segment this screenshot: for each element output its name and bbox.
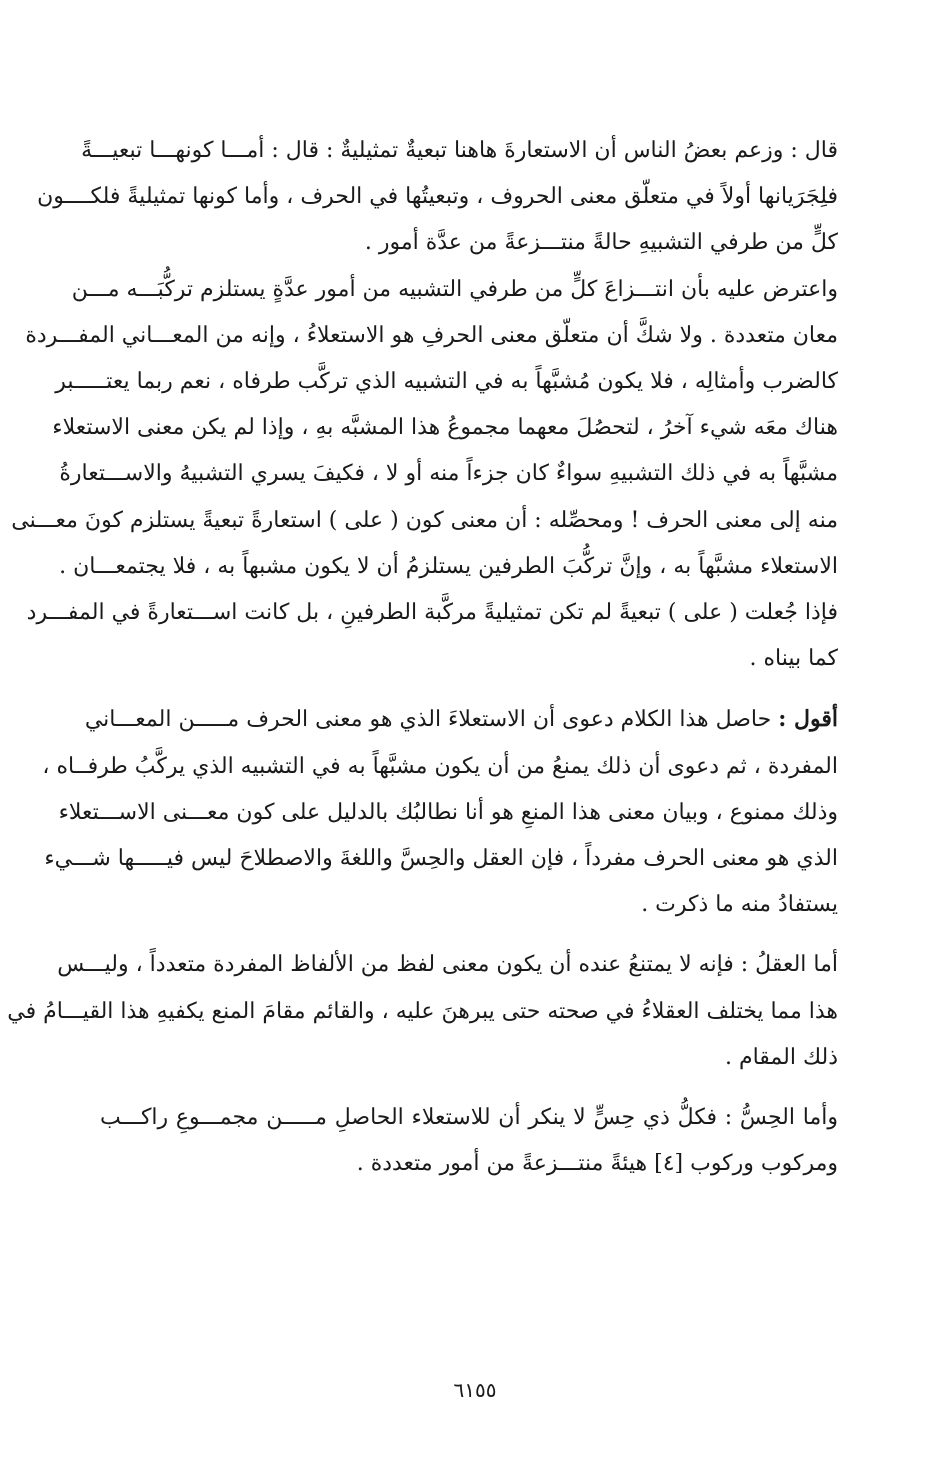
paragraph-label: أقول :: [778, 706, 838, 733]
text-line: منه إلى معنى الحرف ! ومحصِّله : أن معنى كون ( على ) استعارةً تبعيةً يستلزم كونَ معـــنى: [11, 507, 838, 533]
main-text-block: [7, 128, 868, 1187]
text-line: مشبَّهاً به في ذلك التشبيهِ سواءٌ كان جزءاً منه أو لا ، فكيفَ يسري التشبيهُ والاســـتعارةُ: [59, 461, 838, 487]
text-line: فلِجَرَيانها أولاً في متعلّق معنى الحروف ، وتبعيتُها في الحرف ، وأما كونها تمثيليةً فلكــــون: [37, 184, 838, 210]
text-line: وذلك ممنوع ، وبيان معنى هذا المنعِ هو أنا نطالبُك بالدليل على كون معـــنى الاســـتعلاء: [58, 799, 838, 825]
text-line: المفردة ، ثم دعوى أن ذلك يمنعُ من أن يكون مشبَّهاً به في التشبيه الذي يركَّبُ طرفــاه ،: [42, 753, 838, 779]
text-line: كالضرب وأمثالِه ، فلا يكون مُشبَّهاً به في التشبيه الذي تركَّب طرفاه ، نعم ربما يعتـــــبر: [55, 369, 838, 395]
text-line-rest: حاصل هذا الكلام دعوى أن الاستعلاءَ الذي هو معنى الحرف مـــــن المعـــاني: [84, 707, 779, 733]
text-line-with-label: [84, 696, 868, 743]
text-line: قال : وزعم بعضُ الناس أن الاستعارةَ هاهنا تبعيةٌ تمثيليةٌ : قال : أمـــا كونهـــا تبعيـــةً: [81, 138, 838, 163]
text-line: الذي هو معنى الحرف مفرداً ، فإن العقل والحِسَّ واللغةَ والاصطلاحَ ليس فيـــــها شـــيء: [44, 846, 838, 872]
paragraph-5: [100, 1095, 868, 1187]
text-line: معان متعددة . ولا شكَّ أن متعلّق معنى الحرفِ هو الاستعلاءُ ، وإنه من المعـــاني المفـــردة: [25, 322, 838, 348]
text-line: كلٍّ من طرفي التشبيهِ حالةً منتـــزعةً من عدَّة أمور .: [364, 230, 838, 256]
paragraph-2: [11, 267, 868, 683]
text-line: أما العقلُ : فإنه لا يمتنعُ عنده أن يكون معنى لفظ من الألفاظ المفردة متعدداً ، وليـــس: [57, 952, 838, 978]
text-line: فإذا جُعلت ( على ) تبعيةً لم تكن تمثيليةً مركَّبة الطرفينِ ، بل كانت اســـتعارةً في المفـــرد: [26, 600, 838, 626]
text-line: يستفادُ منه ما ذكرت .: [641, 892, 838, 918]
text-line: الاستعلاء مشبَّهاً به ، وإنَّ تركُّبَ الطرفين يستلزمُ أن لا يكون مشبهاً به ، فلا يجتمعـــان .: [59, 553, 838, 579]
paragraph-3: [42, 696, 868, 928]
paragraph-4: [7, 942, 868, 1081]
paragraph-1: [37, 128, 868, 267]
text-line: ومركوب وركوب [٤] هيئةً منتـــزعةً من أمور متعددة .: [356, 1151, 838, 1177]
text-line: هناك معَه شيء آخرُ ، لتحصُلَ معهما مجموعُ هذا المشبَّه بهِ ، وإذا لم يكن معنى الاستعلاء: [52, 415, 838, 441]
text-line: كما بيناه .: [749, 646, 838, 672]
text-line: واعترض عليه بأن انتـــزاعَ كلٍّ من طرفي التشبيه من أمور عدَّةٍ يستلزم تركُّبَـــه مـــن: [71, 276, 838, 302]
text-line: وأما الحِسُّ : فكلُّ ذي حِسٍّ لا ينكر أن للاستعلاء الحاصلِ مـــــن مجمـــوعِ راكـــب: [100, 1105, 838, 1131]
text-line: ذلك المقام .: [724, 1044, 838, 1070]
page-number: ٦١٥٥: [453, 1378, 497, 1402]
text-line: هذا مما يختلف العقلاءُ في صحته حتى يبرهنَ عليه ، والقائم مقامَ المنع يكفيهِ هذا القيـــامُ في: [7, 998, 838, 1024]
